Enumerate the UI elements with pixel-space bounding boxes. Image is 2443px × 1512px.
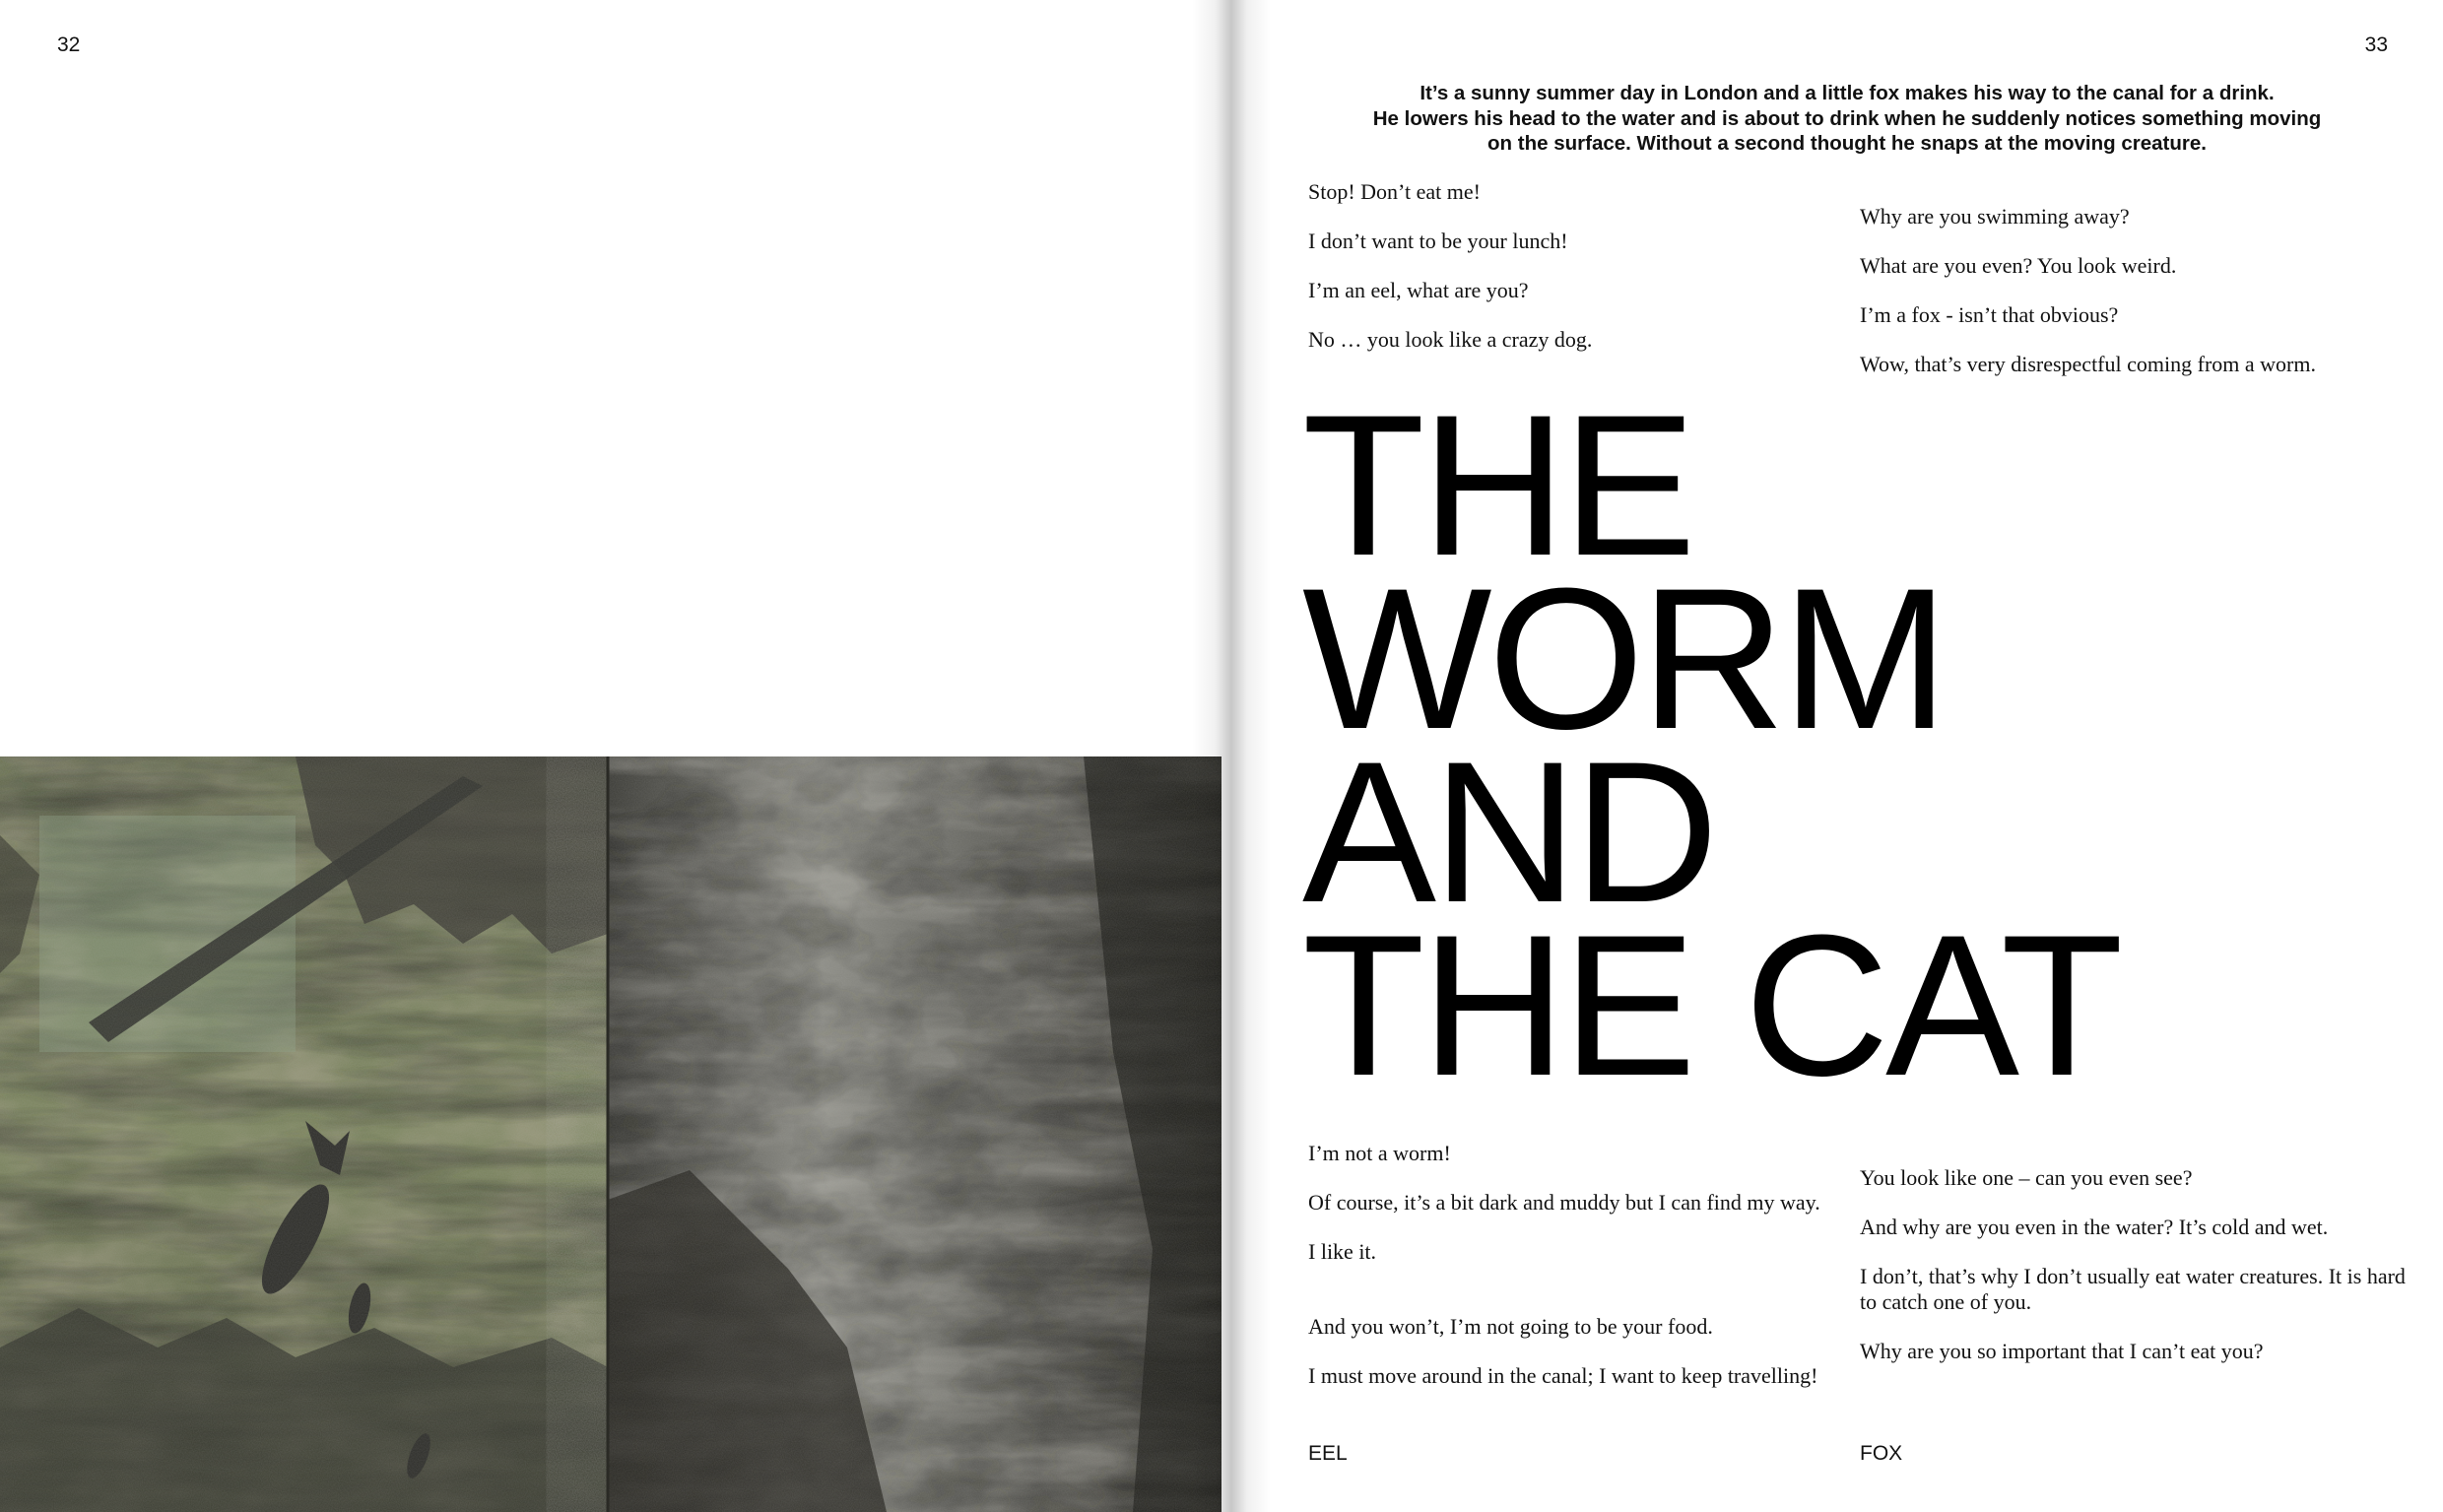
speaker-label-fox: FOX <box>1860 1442 1903 1465</box>
canal-painting <box>0 756 1222 1512</box>
dialogue-line: I don’t, that’s why I don’t usually eat water creatures. It is hard to catch one of you. <box>1860 1264 2406 1314</box>
story-title <box>1302 373 2120 1118</box>
title-line: THE <box>1302 373 1692 598</box>
dialogue-line: Why are you so important that I can’t eat you? <box>1860 1339 2264 1363</box>
dialogue-line: Of course, it’s a bit dark and muddy but I can find my way. <box>1308 1190 1820 1215</box>
fox-dialogue-top <box>1860 204 2411 401</box>
dialogue-line: I’m an eel, what are you? <box>1308 278 1529 302</box>
dialogue-line: Wow, that’s very disrespectful coming from a worm. <box>1860 352 2316 376</box>
dialogue-line: No … you look like a crazy dog. <box>1308 327 1593 352</box>
page-number-left: 32 <box>57 33 81 56</box>
dialogue-line: What are you even? You look weird. <box>1860 253 2177 278</box>
intro-paragraph <box>1290 81 2404 157</box>
dialogue-line: And why are you even in the water? It’s cold and wet. <box>1860 1215 2329 1239</box>
dialogue-line: I must move around in the canal; I want to keep travelling! <box>1308 1363 1818 1388</box>
dialogue-line: I’m a fox - isn’t that obvious? <box>1860 302 2119 327</box>
dialogue-line: I don’t want to be your lunch! <box>1308 229 1568 253</box>
dialogue-line: I’m not a worm! <box>1308 1141 1451 1165</box>
title-line: WORM <box>1302 547 1946 771</box>
dialogue-line: And you won’t, I’m not going to be your food. <box>1308 1314 1713 1339</box>
eel-dialogue-top <box>1308 179 1840 376</box>
dialogue-line: Why are you swimming away? <box>1860 204 2130 229</box>
dialogue-line: You look like one – can you even see? <box>1860 1165 2193 1190</box>
intro-line: He lowers his head to the water and is about to drink when he suddenly notices something moving <box>1372 106 2322 130</box>
intro-line: on the surface. Without a second thought he snaps at the moving creature. <box>1487 132 2207 155</box>
right-page <box>1222 0 2443 1512</box>
dialogue-line: I like it. <box>1308 1239 1377 1264</box>
intro-line: It’s a sunny summer day in London and a little fox makes his way to the canal for a drink. <box>1420 82 2275 104</box>
title-line: THE CAT <box>1302 893 2120 1118</box>
eel-dialogue-bottom <box>1308 1141 1860 1413</box>
fox-dialogue-bottom <box>1860 1165 2411 1388</box>
dialogue-line: Stop! Don’t eat me! <box>1308 179 1481 204</box>
page-number-right: 33 <box>2364 33 2388 56</box>
speaker-label-eel: EEL <box>1308 1442 1348 1465</box>
title-line: AND <box>1302 720 1715 945</box>
